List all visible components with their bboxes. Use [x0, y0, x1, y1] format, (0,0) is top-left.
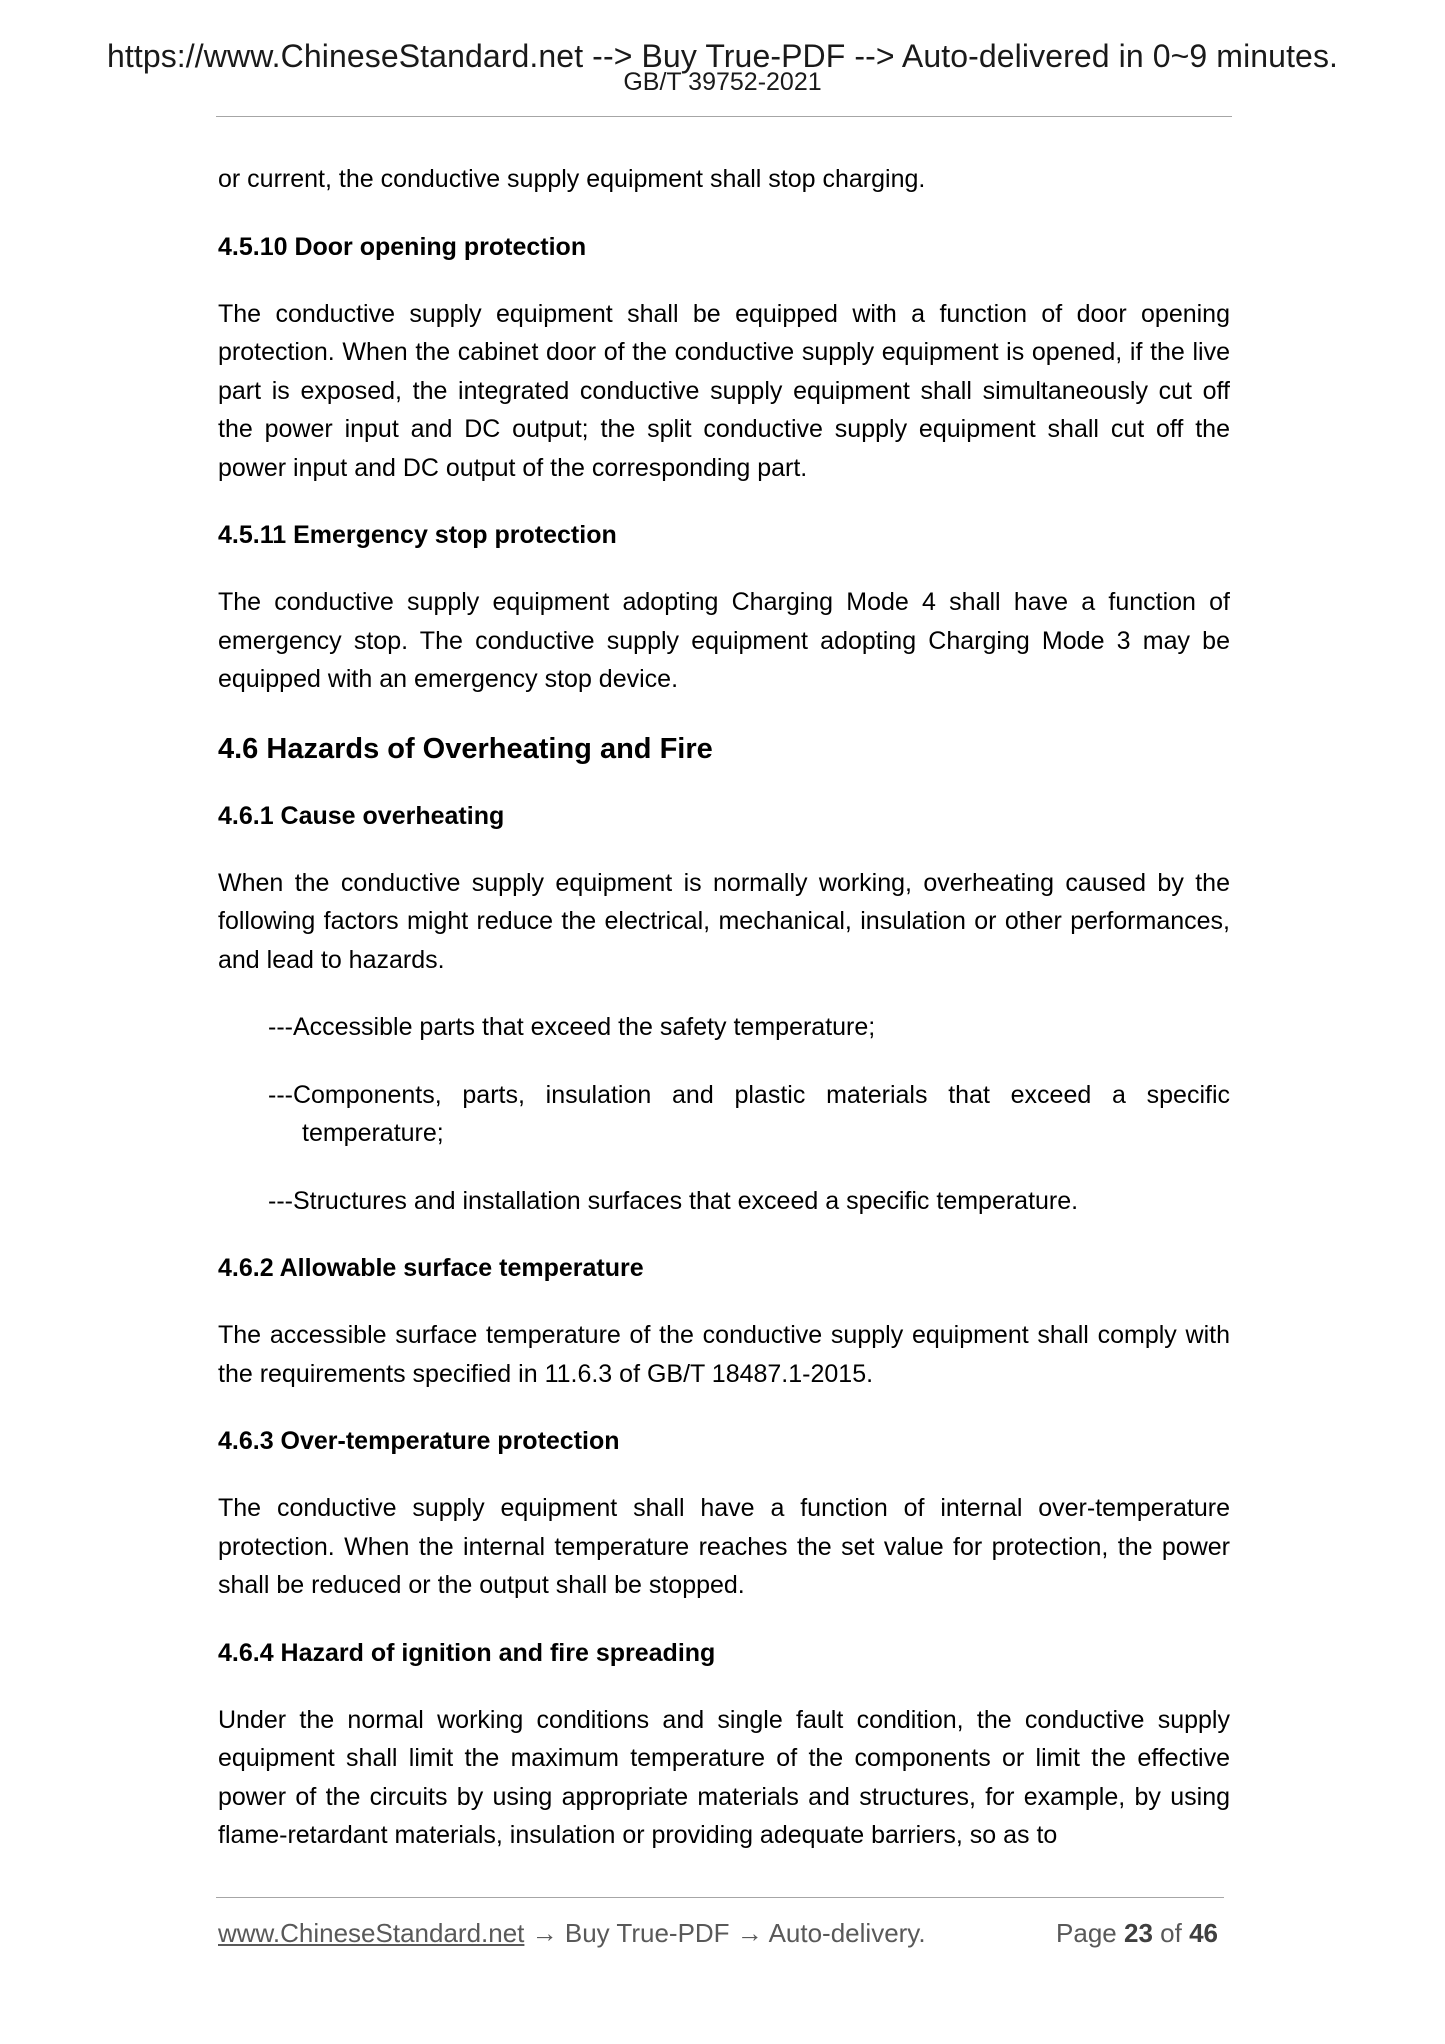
list-item: ---Accessible parts that exceed the safety temperature;: [268, 1013, 876, 1041]
standard-code: GB/T 39752-2021: [623, 68, 822, 96]
list-item: ---Structures and installation surfaces that exceed a specific temperature.: [268, 1186, 1079, 1215]
page-footer: [218, 1918, 1226, 1954]
page-label: Page: [1056, 1918, 1117, 1948]
of-label: of: [1160, 1918, 1182, 1948]
paragraph-continuation: or current, the conductive supply equipment shall stop charging.: [218, 165, 926, 193]
heading-4-6-4: 4.6.4 Hazard of ignition and fire spreading: [218, 1638, 716, 1667]
page-counter: [1056, 1918, 1218, 1949]
heading-4-6-3: 4.6.3 Over-temperature protection: [218, 1427, 620, 1455]
paragraph-door-opening: The conductive supply equipment shall be equipped with a function of door opening protection. When the cabinet door of the conductive supply equipment is opened, if the live part is exposed, the integrated conductive supply equipment shall simultaneously cut off the power input and DC output; the split conductive supply equipment shall cut off the power input and DC output of the corresponding part.: [218, 299, 1230, 482]
footer-website-link[interactable]: www.ChineseStandard.net: [218, 1918, 525, 1948]
paragraph-cause-overheating: When the conductive supply equipment is normally working, overheating caused by the following factors might reduce the electrical, mechanical, insulation or other performances, and lead to hazards.: [218, 868, 1230, 974]
paragraph-over-temperature: The conductive supply equipment shall have a function of internal over-temperature protection. When the internal temperature reaches the set value for protection, the power shall be reduced or the output shall be stopped.: [218, 1494, 1230, 1599]
footer-tagline: → Buy True-PDF → Auto-delivery.: [524, 1918, 926, 1948]
footer-divider: [216, 1897, 1224, 1898]
page-number: 23: [1124, 1918, 1153, 1948]
heading-4-5-11: 4.5.11 Emergency stop protection: [218, 521, 617, 549]
paragraph-emergency-stop: The conductive supply equipment adopting Charging Mode 4 shall have a function of emergency stop. The conductive supply equipment adopting Charging Mode 3 may be equipped with an emergency stop device.: [218, 588, 1230, 693]
header-divider: [216, 116, 1232, 117]
list-item: ---Components, parts, insulation and plastic materials that exceed a specific temperature;: [268, 1080, 1230, 1147]
top-banner: https://www.ChineseStandard.net --> Buy True-PDF --> Auto-delivered in 0~9 minutes.: [106, 38, 1339, 74]
footer-left: [218, 1918, 926, 1949]
total-pages: 46: [1189, 1918, 1218, 1948]
paragraph-ignition-fire: Under the normal working conditions and single fault condition, the conductive supply equipment shall limit the maximum temperature of the components or limit the effective power of the circuits by using appropriate materials and structures, for example, by using flame-retardant materials, insulation or providing adequate barriers, so as to: [218, 1705, 1230, 1849]
paragraph-surface-temperature: The accessible surface temperature of the conductive supply equipment shall comply with the requirements specified in 11.6.3 of GB/T 18487.1-2015.: [218, 1321, 1230, 1388]
heading-4-6-1: 4.6.1 Cause overheating: [218, 801, 505, 830]
page-body: [218, 160, 1230, 1884]
heading-4-6: 4.6 Hazards of Overheating and Fire: [218, 732, 713, 765]
heading-4-6-2: 4.6.2 Allowable surface temperature: [218, 1254, 644, 1282]
heading-4-5-10: 4.5.10 Door opening protection: [218, 232, 587, 261]
